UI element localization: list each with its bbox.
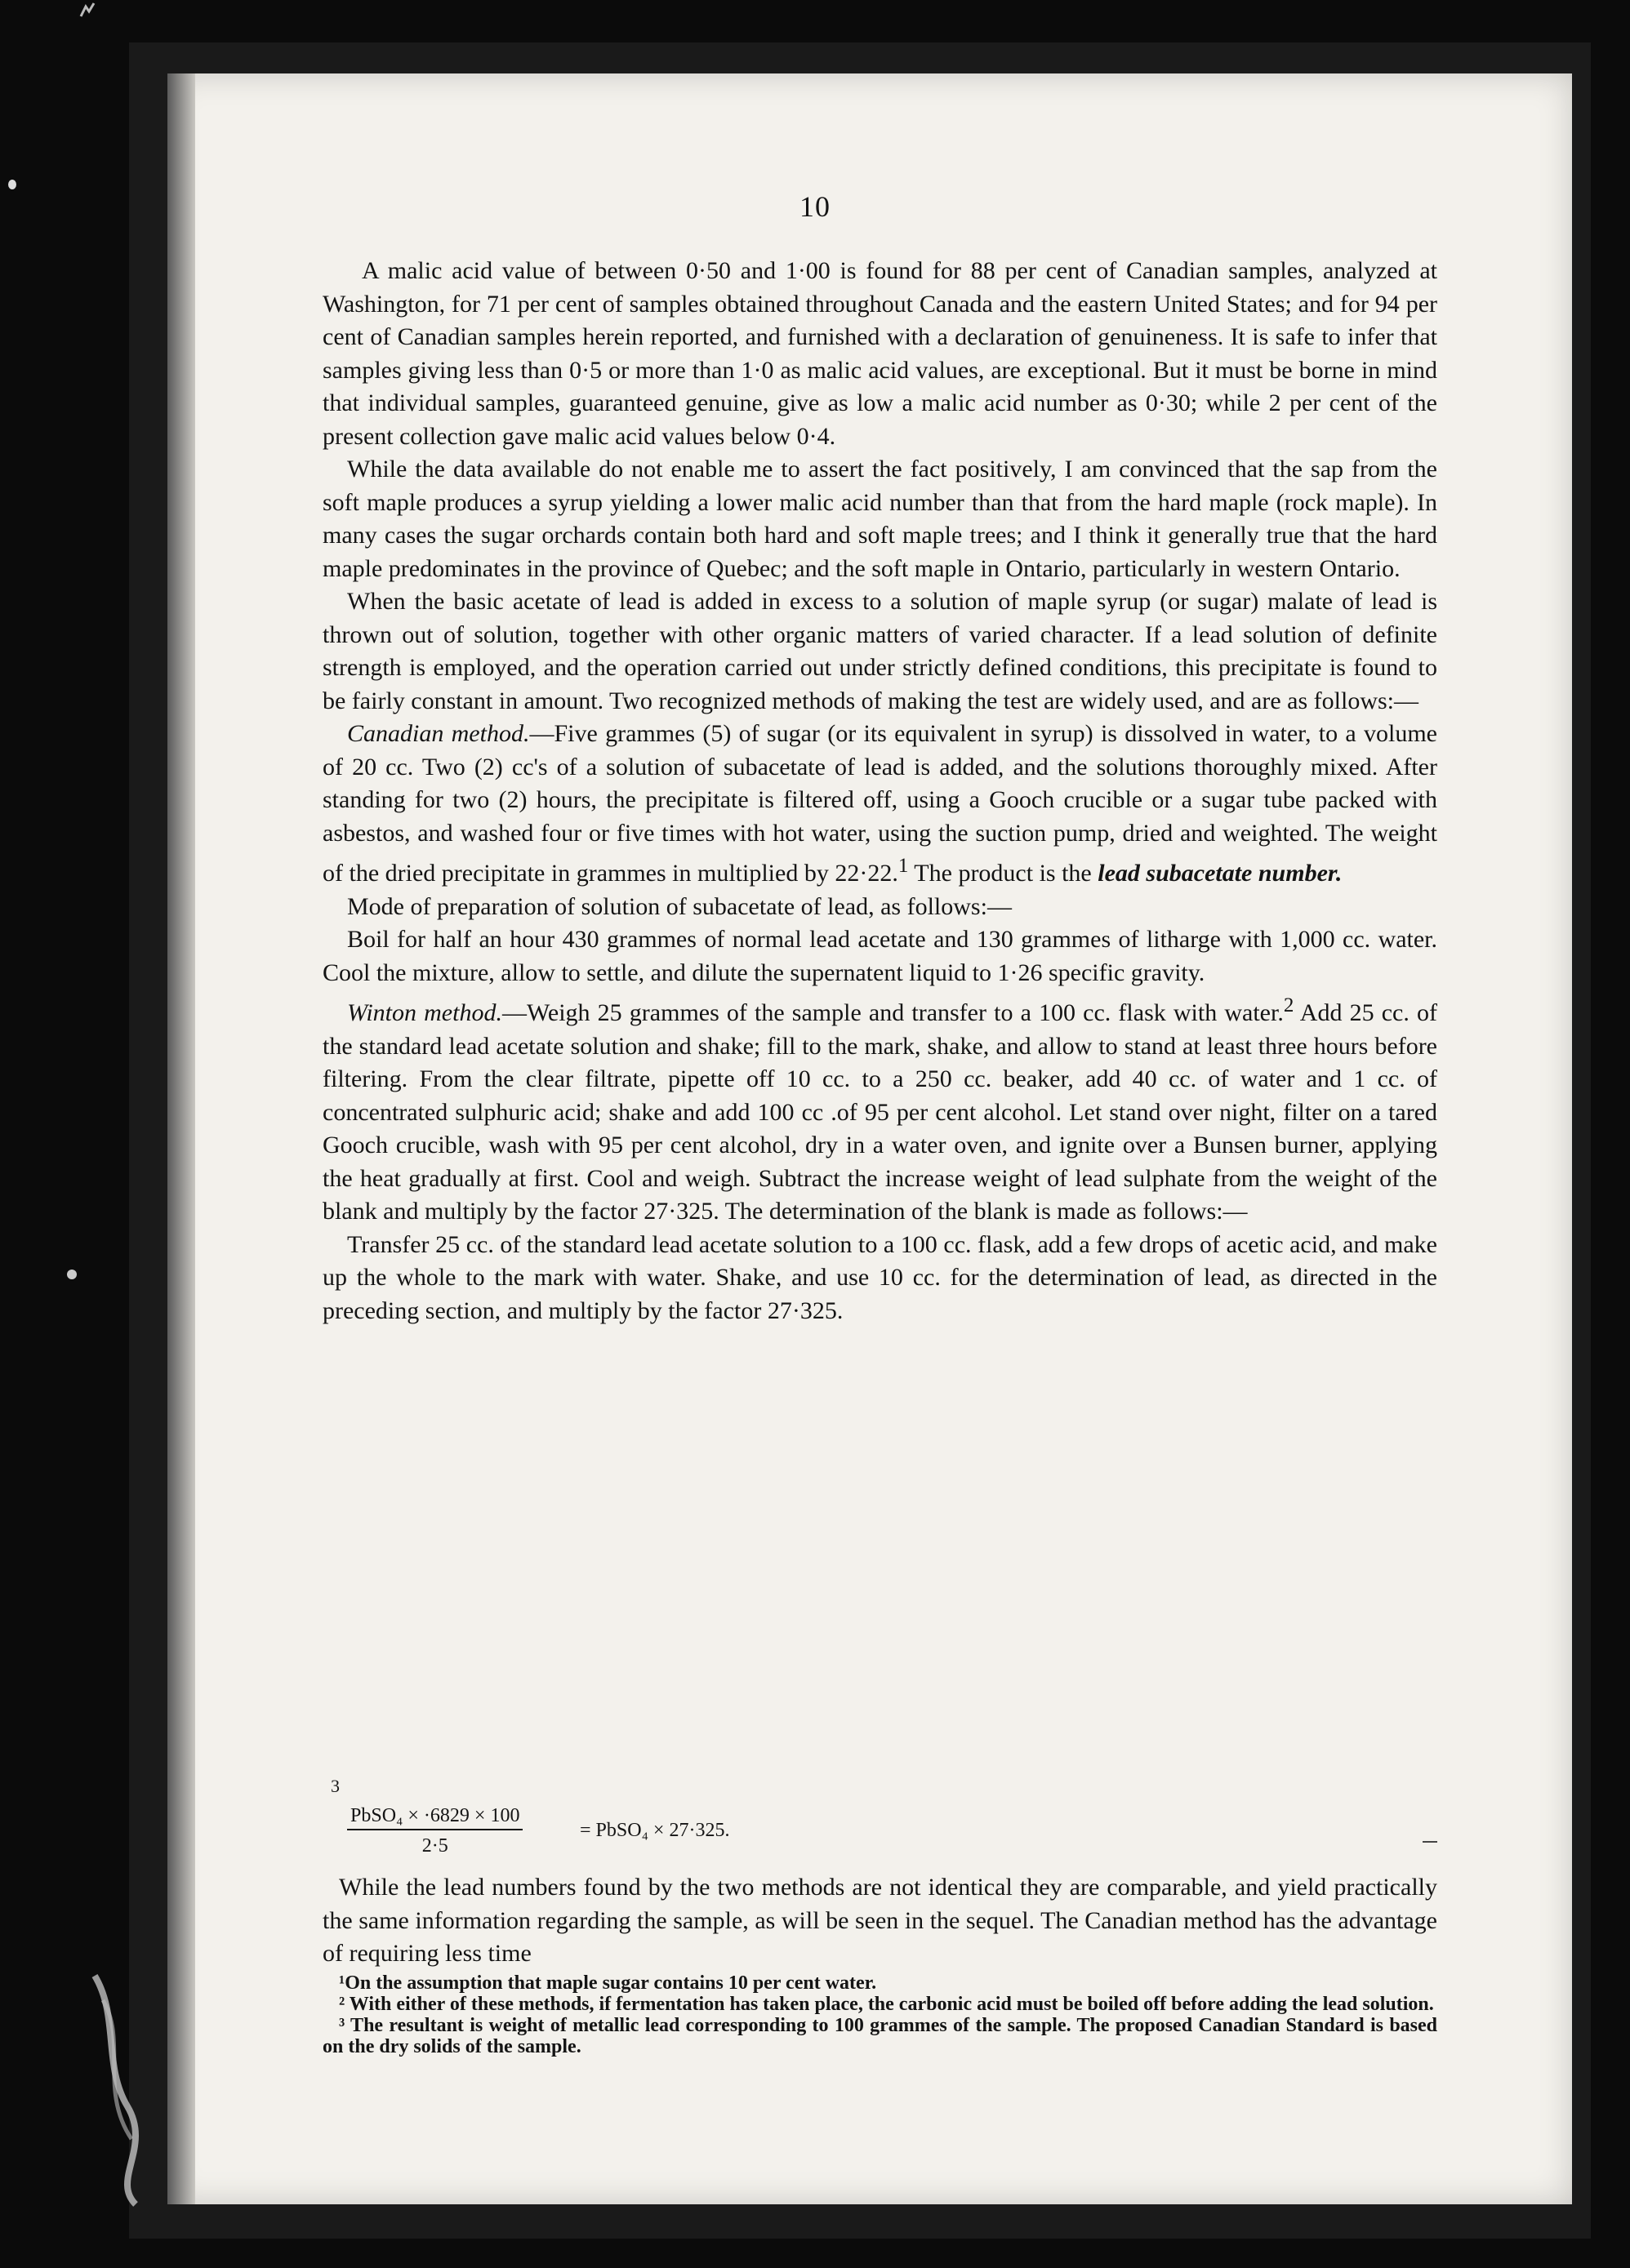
scan-speck-icon [8,180,16,189]
paragraph-closing: While the lead numbers found by the two methods are not identical they are comparable, and yield practically the same information regarding the sample, as will be seen in the sequel. The Canadian method has the advantage of requiring less time [323,1874,1437,1967]
formula-result: = PbSO₄ × 27·325. [580,1820,730,1841]
winton-text-a: —Weigh 25 grammes of the sample and transfer to a 100 cc. flask with water. [501,999,1284,1026]
winton-method-label: Winton method. [347,999,502,1026]
footnote-ref-1: 1 [897,855,909,877]
paragraph-malic-values: A malic acid value of between 0·50 and 1·00 is found for 88 per cent of Canadian samples, analyzed at Washington, for 71 per cent of samples obtained throughout Canada and the eastern United States; and for 94 per cent of Canadian samples herein reported, and furnished with a declaration of genuineness. It is safe to infer that samples giving less than 0·5 or more than 1·0 as malic acid values, are exceptional. But it must be borne in mind that individual samples, guaranteed genuine, give as low a malic acid number as 0·30; while 2 per cent of the present collection gave malic acid values below 0·4. [323,257,1437,450]
paragraph-mode-preparation: Mode of preparation of solution of subacetate of lead, as follows:— [347,892,1012,920]
formula-footnote-number: 3 [331,1776,340,1796]
formula-block [323,1776,1437,1874]
winton-text-b: Add 25 cc. of the standard lead acetate solution and shake; fill to the mark, shake, and allow to stand at least three hours before filtering. From the clear filtrate, pipette off 10 cc. to a 250 cc. beaker, add 40 cc. of water and 1 cc. of concentrated sulphuric acid; shake and add 100 cc .of 95 per cent alcohol. Let stand over night, filter on a tared Gooch crucible, wash with 95 per cent alcohol, dry in a water oven, and ignite over a Bunsen burner, applying the heat gradually at first. Cool and weigh. Subtract the increase weight of lead sulphate from the weight of the blank and multiply by the factor 27·325. The determination of the blank is made as follows:— [323,999,1437,1225]
scan-speck-icon [67,1270,77,1279]
canadian-method-label: Canadian method. [347,720,530,747]
paragraph-basic-acetate: When the basic acetate of lead is added in excess to a solution of maple syrup (or sugar) malate of lead is thrown out of solution, together with other organic matters of varied character. If a lead solution of definite strength is employed, and the operation carried out under strictly defined conditions, this precipitate is found to be fairly constant in amount. Two recognized methods of making the test are widely used, and are as follows:— [323,588,1437,714]
formula-denominator: 2·5 [421,1835,448,1857]
page-number: 10 [799,190,831,223]
formula-fraction [347,1805,523,1857]
closing-text [323,1871,1437,1971]
paragraph-boil: Boil for half an hour 430 grammes of normal lead acetate and 130 grammes of litharge with 1,000 cc. water. Cool the mixture, allow to settle, and dilute the supernatent liquid to 1·26 specific gravity. [323,926,1437,986]
scan-smudge-icon [87,1968,145,2212]
canadian-method-text: —Five grammes (5) of sugar (or its equivalent in syrup) is dissolved in water, to a volume of 20 cc. Two (2) cc's of a solution of subacetate of lead is added, and the solutions thoroughly mixed. After standing for two (2) hours, the precipitate is filtered off, using a Gooch crucible or a sugar tube packed with asbestos, and washed four or five times with hot water, using the suction pump, dried and weighted. The weight of the dried precipitate in grammes in multiplied by 22·22. [323,720,1437,887]
paragraph-canadian-method [323,718,1437,891]
footnote-1: ¹On the assumption that maple sugar contains 10 per cent water. [339,1972,877,1994]
paragraph-winton-method [323,989,1437,1229]
paragraph-transfer: Transfer 25 cc. of the standard lead acetate solution to a 100 cc. flask, add a few drops of acetic acid, and make up the whole to the mark with water. Shake, and use 10 cc. for the determination of lead, as directed in the preceding section, and multiply by the factor 27·325. [323,1230,1437,1324]
lead-subacetate-term: lead subacetate number. [1098,860,1343,887]
formula-numerator: PbSO₄ × ·6829 × 100 [347,1805,523,1830]
canadian-product-prefix: The product is the [914,860,1098,887]
footnote-3: ³ The resultant is weight of metallic lead corresponding to 100 grammes of the sample. The proposed Canadian Standard is based on the dry solids of the sample. [323,2015,1437,2057]
formula-dash [1423,1841,1437,1843]
footnote-2: ² With either of these methods, if fermentation has taken place, the carbonic acid must be boiled off before adding the lead solution. [339,1994,1434,2015]
body-text [323,255,1437,1327]
scan-speck-icon [78,0,97,20]
footnotes [323,1972,1437,2057]
footnote-ref-2: 2 [1283,994,1294,1016]
paragraph-soft-maple: While the data available do not enable me to assert the fact positively, I am convinced that the sap from the soft maple produces a syrup yielding a lower malic acid number than that from the hard maple (rock maple). In many cases the sugar orchards contain both hard and soft maple trees; and I think it generally true that the hard maple predominates in the province of Quebec; and the soft maple in Ontario, particularly in western Ontario. [323,456,1437,582]
page-binding-shadow [167,73,195,2204]
